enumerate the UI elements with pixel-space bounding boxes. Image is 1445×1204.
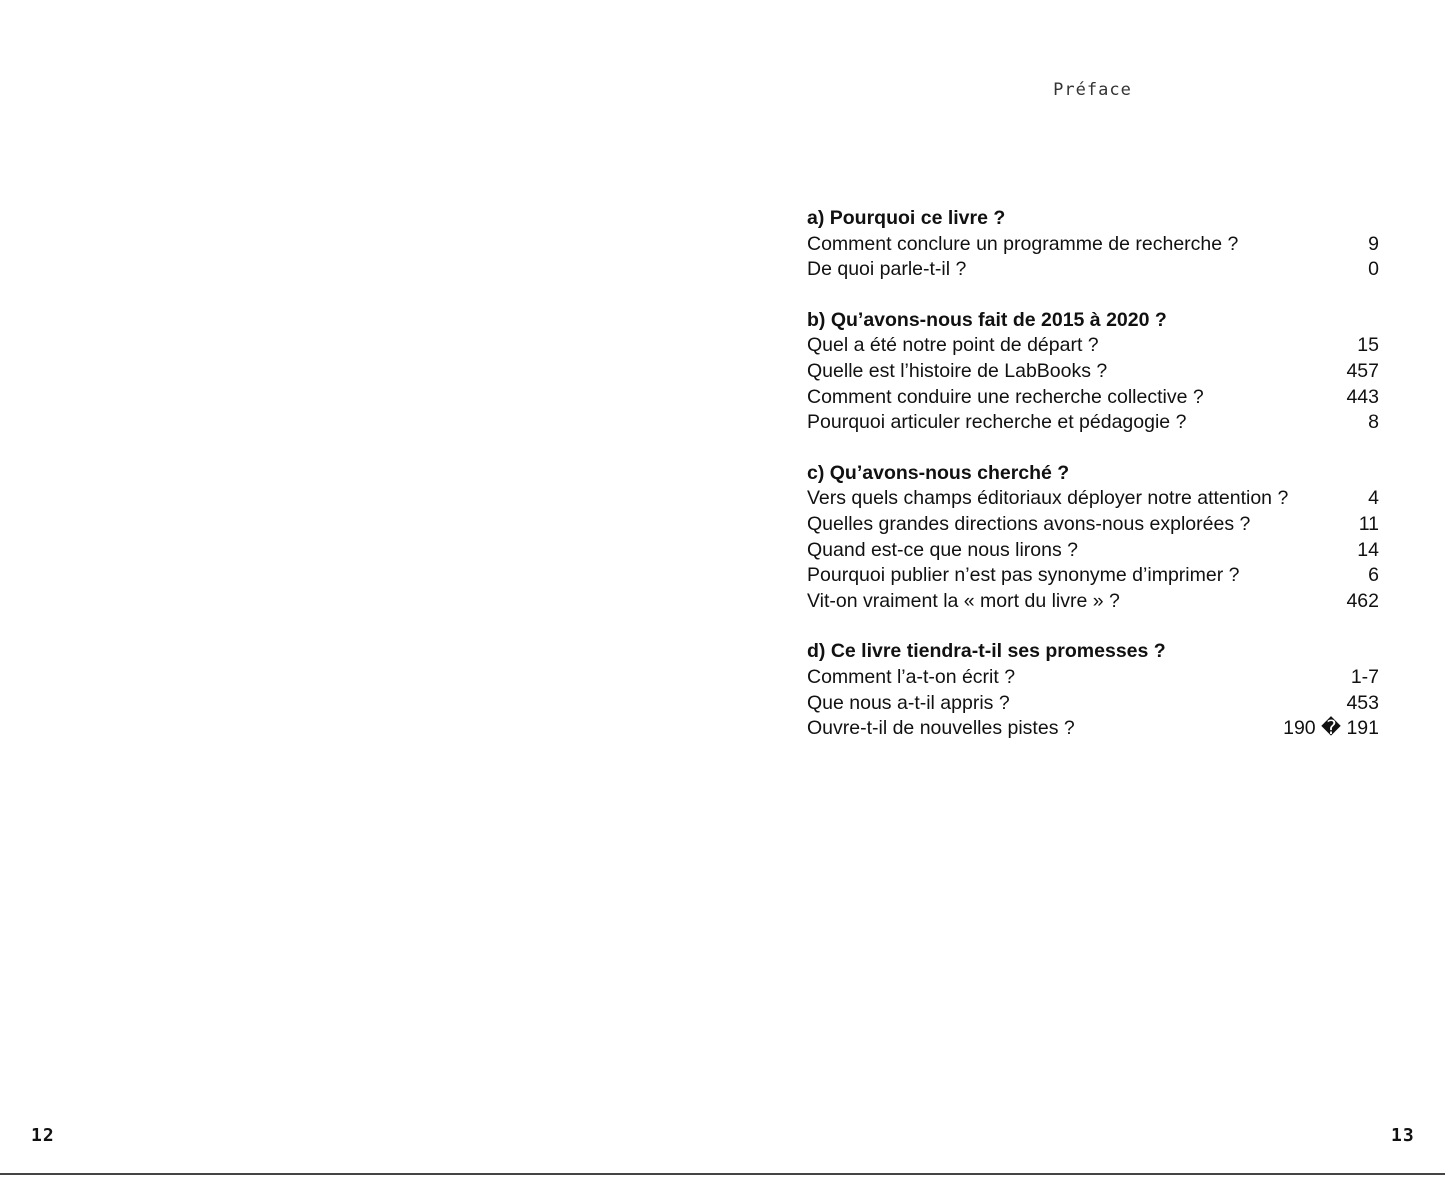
toc-entry-page: 443: [1346, 385, 1379, 408]
toc-entry-page: 457: [1346, 359, 1379, 382]
toc-entry-page: 462: [1346, 589, 1379, 612]
toc-entry: [807, 665, 1379, 691]
toc-entry: [807, 538, 1379, 564]
toc-entry-title: Quelle est l’histoire de LabBooks ?: [807, 359, 1108, 382]
toc-entry-title: Quand est-ce que nous lirons ?: [807, 538, 1079, 561]
toc-entry: [807, 359, 1379, 385]
toc-entry-page: 8: [1368, 411, 1379, 434]
toc-entry-page: 6: [1368, 564, 1379, 587]
toc-entry-page: 0: [1368, 258, 1379, 281]
toc-entry: [807, 486, 1379, 512]
toc-section-heading: b) Qu’avons-nous fait de 2015 à 2020 ?: [807, 308, 1167, 331]
toc-entry-title: Vit-on vraiment la « mort du livre » ?: [807, 589, 1120, 612]
page-number-right: 13: [1391, 1125, 1415, 1146]
toc-entry-page: 190 � 191: [1283, 717, 1379, 740]
toc-entry: [807, 512, 1379, 538]
toc-entry-title: Quel a été notre point de départ ?: [807, 334, 1099, 357]
toc-entry: [807, 333, 1379, 359]
toc-entry-page: 1-7: [1350, 665, 1379, 688]
toc-section-heading: c) Qu’avons-nous cherché ?: [807, 461, 1070, 484]
toc-entry-page: 453: [1346, 691, 1379, 714]
bottom-divider: [0, 1173, 1445, 1175]
toc-entry-title: Quelles grandes directions avons-nous explorées ?: [807, 512, 1251, 535]
toc-entry-title: Comment l’a-t-on écrit ?: [807, 665, 1016, 688]
toc-entry: [807, 232, 1379, 258]
toc-entry-page: 9: [1368, 232, 1379, 255]
toc-entry-page: 11: [1358, 512, 1379, 535]
toc-entry: [807, 716, 1379, 742]
toc-entry: [807, 563, 1379, 589]
toc-entry-page: 15: [1357, 334, 1379, 357]
toc-entry-title: De quoi parle-t-il ?: [807, 258, 967, 281]
toc-entry-title: Pourquoi articuler recherche et pédagogie ?: [807, 411, 1187, 434]
toc-entry-title: Vers quels champs éditoriaux déployer notre attention ?: [807, 487, 1289, 510]
toc-section-d: [807, 639, 1379, 741]
toc-entry: [807, 589, 1379, 615]
toc-section-heading: d) Ce livre tiendra-t-il ses promesses ?: [807, 640, 1166, 663]
toc-entry-page: 14: [1357, 538, 1379, 561]
page-number-left: 12: [31, 1125, 55, 1146]
toc-entry: [807, 691, 1379, 717]
toc-entry-title: Pourquoi publier n’est pas synonyme d’imprimer ?: [807, 564, 1240, 587]
toc-entry: [807, 410, 1379, 436]
running-head: Préface: [1053, 80, 1132, 100]
toc-entry: [807, 385, 1379, 411]
toc-entry-title: Que nous a-t-il appris ?: [807, 691, 1010, 714]
table-of-contents: [807, 206, 1379, 767]
toc-section-c: [807, 461, 1379, 615]
toc-section-b: [807, 308, 1379, 436]
toc-section-heading: a) Pourquoi ce livre ?: [807, 207, 1006, 229]
toc-entry-title: Ouvre-t-il de nouvelles pistes ?: [807, 717, 1075, 740]
toc-entry-title: Comment conclure un programme de recherche ?: [807, 232, 1239, 255]
toc-section-a: [807, 206, 1379, 283]
toc-entry-page: 4: [1368, 487, 1379, 510]
toc-entry-title: Comment conduire une recherche collective ?: [807, 385, 1204, 408]
toc-entry: [807, 257, 1379, 283]
